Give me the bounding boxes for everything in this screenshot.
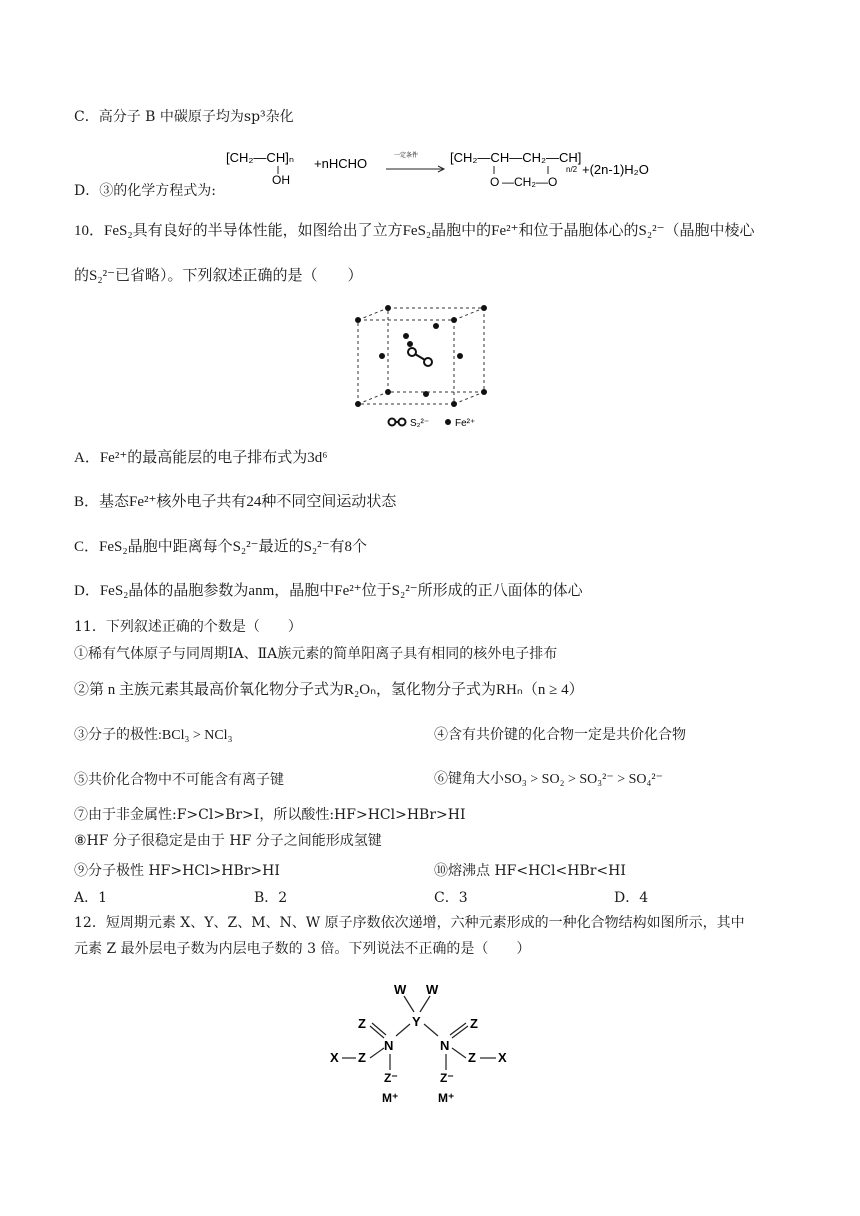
atom-z-minus-left: Z⁻ xyxy=(384,1071,398,1085)
legend-fe-label: Fe²⁺ xyxy=(455,418,476,429)
atom-z-left-double: Z xyxy=(358,1016,366,1031)
atom-z-left-single: Z xyxy=(358,1050,366,1065)
eq-water: +(2n-1)H₂O xyxy=(582,162,649,177)
atom-x-left: X xyxy=(330,1050,339,1065)
atom-z-minus-right: Z⁻ xyxy=(440,1071,454,1085)
eq-right-polymer: [CH₂—CH—CH₂—CH] xyxy=(450,150,582,165)
atom-n-left: N xyxy=(384,1038,394,1053)
q12-stem-line1: 12．短周期元素 X、Y、Z、M、N、W 原子序数依次递增，六种元素形成的一种化合物结构如图所示，其中 xyxy=(74,915,745,931)
atom-m-plus-right: M⁺ xyxy=(438,1091,455,1105)
eq-left-polymer: [CH₂—CH]ₙ xyxy=(226,150,295,165)
atom-w2: W xyxy=(426,982,439,997)
q11-statement-7: ⑦由于非金属性:F>Cl>Br>I，所以酸性:HF>HCl>HBr>HI xyxy=(74,807,466,823)
q11-statement-2: ②第 n 主族元素其最高价氧化物分子式为R₂Oₙ，氢化物分子式为RHₙ（n ≥ 4） xyxy=(74,682,584,698)
atom-n-right: N xyxy=(440,1038,450,1053)
q9-reaction-equation xyxy=(222,144,662,194)
q10-option-b: B．基态Fe²⁺核外电子共有24种不同空间运动状态 xyxy=(74,494,397,510)
eq-ch2o: —CH₂—O xyxy=(502,175,558,189)
q11-statement-5: ⑤共价化合物中不可能含有离子键 xyxy=(74,772,284,788)
q10-stem-line1: 10．FeS₂具有良好的半导体性能，如图给出了立方FeS₂晶胞中的Fe²⁺和位于晶胞体心的S₂²⁻（晶胞中棱心 xyxy=(74,223,755,239)
q11-stem: 11．下列叙述正确的个数是（ ） xyxy=(74,619,302,635)
q10-option-d: D．FeS₂晶体的晶胞参数为anm，晶胞中Fe²⁺位于S₂²⁻所形成的正八面体的体心 xyxy=(74,583,583,599)
q11-statement-9: ⑨分子极性 HF>HCl>HBr>HI xyxy=(74,863,280,879)
atom-m-plus-left: M⁺ xyxy=(382,1091,399,1105)
atom-x-right: X xyxy=(498,1050,507,1065)
eq-condition: 一定条件 xyxy=(394,153,419,159)
q11-statement-4: ④含有共价键的化合物一定是共价化合物 xyxy=(434,727,686,743)
atom-z-right-single: Z xyxy=(468,1050,476,1065)
q11-option-d: D．4 xyxy=(614,890,649,906)
q9-option-d-label: D．③的化学方程式为: xyxy=(74,183,216,199)
atom-y: Y xyxy=(412,1014,421,1029)
q10-option-c: C．FeS₂晶胞中距离每个S₂²⁻最近的S₂²⁻有8个 xyxy=(74,539,368,555)
q11-option-a: A．1 xyxy=(74,890,108,906)
eq-reagent: +nHCHO xyxy=(314,156,368,171)
eq-o1: O xyxy=(490,175,500,189)
q11-statement-1: ①稀有气体原子与同周期ⅠA、ⅡA族元素的简单阳离子具有相同的核外电子排布 xyxy=(74,646,558,662)
q11-option-b: B．2 xyxy=(254,890,288,906)
eq-n2: n/2 xyxy=(566,165,578,174)
q10-option-a: A．Fe²⁺的最高能层的电子排布式为3d⁶ xyxy=(74,450,328,466)
eq-oh: OH xyxy=(272,173,290,187)
q9-option-c: C．高分子 B 中碳原子均为sp³杂化 xyxy=(74,109,294,125)
atom-z-right-double: Z xyxy=(470,1016,478,1031)
q11-option-c: C．3 xyxy=(434,890,468,906)
q12-stem-line2: 元素 Z 最外层电子数为内层电子数的 3 倍。下列说法不正确的是（ ） xyxy=(74,941,531,957)
q11-statement-3: ③分子的极性:BCl₃ > NCl₃ xyxy=(74,728,233,743)
q10-stem-line2: 的S₂²⁻已省略）。下列叙述正确的是（ ） xyxy=(74,268,363,284)
q11-statement-10: ⑩熔沸点 HF<HCl<HBr<HI xyxy=(434,863,626,879)
q10-unit-cell-diagram xyxy=(340,296,510,436)
q11-statement-6: ⑥键角大小SO₃ > SO₂ > SO₃²⁻ > SO₄²⁻ xyxy=(434,772,663,787)
q12-structure-diagram xyxy=(320,978,530,1108)
atom-w1: W xyxy=(394,982,407,997)
legend-s2-label: S₂²⁻ xyxy=(410,418,430,429)
q11-statement-8: ⑧HF 分子很稳定是由于 HF 分子之间能形成氢键 xyxy=(74,833,382,849)
